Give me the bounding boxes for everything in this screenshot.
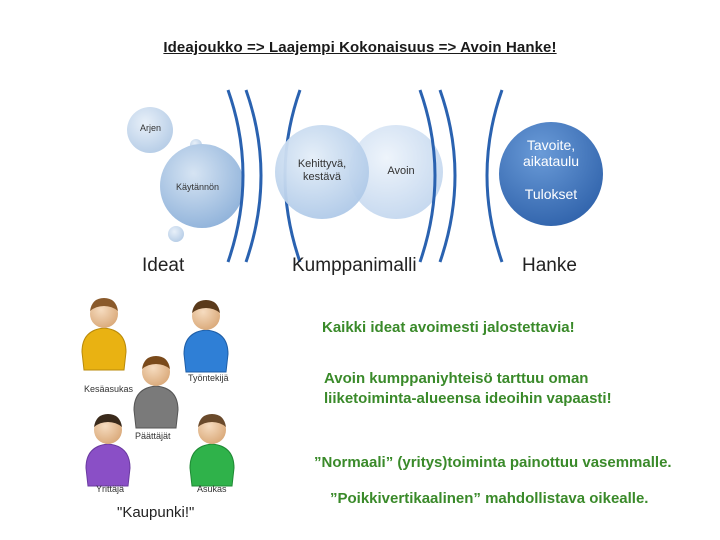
label-tulokset: Tulokset xyxy=(524,186,578,202)
goal-text xyxy=(500,137,602,169)
statement-2 xyxy=(324,369,612,409)
caption-ideat: Ideat xyxy=(142,255,185,276)
goal-line-1: Tavoite, xyxy=(526,137,576,153)
label-arjen: Arjen xyxy=(140,123,162,133)
goal-line-2: aikataulu xyxy=(522,153,580,169)
person-icon-green xyxy=(190,414,234,486)
page-title: Ideajoukko => Laajempi Kokonaisuus => Avoin Hanke! xyxy=(163,39,557,56)
statement-3: ”Normaali” (yritys)toiminta painottuu vasemmalle. xyxy=(314,454,672,471)
bubble-small-bottom xyxy=(168,226,184,242)
label-kaupunki: "Kaupunki!" xyxy=(117,504,195,521)
person-icon-gray xyxy=(134,356,178,428)
bracket-1b xyxy=(246,90,261,262)
statement-2-line-2: liiketoiminta-alueensa ideoihin vapaasti! xyxy=(324,390,612,407)
person-icon-purple xyxy=(86,414,130,486)
statement-2-line-1: Avoin kumppaniyhteisö tarttuu oman xyxy=(324,370,589,387)
label-kehittyva: Kehittyvä, kestävä xyxy=(297,158,347,183)
statement-1: Kaikki ideat avoimesti jalostettavia! xyxy=(322,319,575,336)
label-kesaasukas: Kesäasukas xyxy=(84,384,134,394)
label-avoin: Avoin xyxy=(387,165,415,177)
label-kaytannon: Käytännön xyxy=(176,182,220,192)
statement-4: ”Poikkivertikaalinen” mahdollistava oikealle. xyxy=(330,490,649,507)
caption-kumppanimalli: Kumppanimalli xyxy=(292,255,417,276)
label-asukas: Asukas xyxy=(197,484,227,494)
caption-hanke: Hanke xyxy=(522,255,577,276)
person-icon-yellow xyxy=(82,298,126,370)
label-paattajat: Päättäjät xyxy=(135,431,171,441)
label-yrittaja: Yrittäjä xyxy=(96,484,125,494)
person-icon-blue xyxy=(184,300,228,372)
label-tyontekija: Työntekijä xyxy=(188,373,229,383)
